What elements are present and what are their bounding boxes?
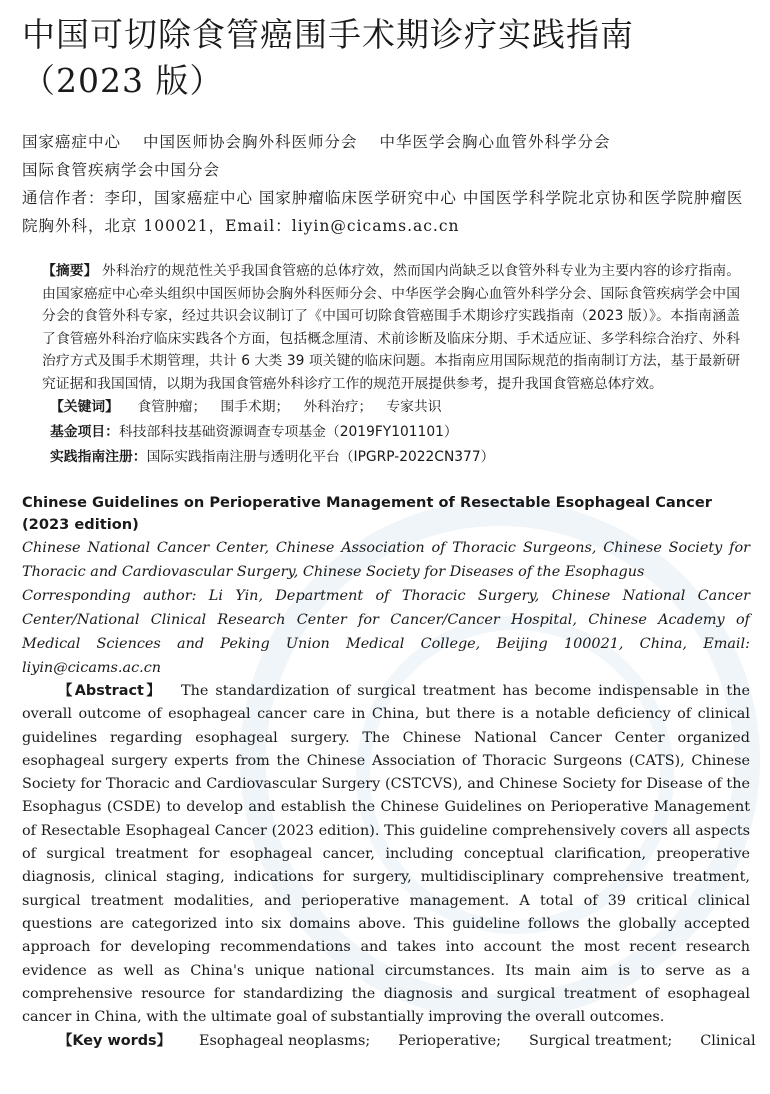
guideline-registration xyxy=(50,445,750,470)
registration-text: 国际实践指南注册与透明化平台（IPGRP-2022CN377） xyxy=(146,449,495,465)
abstract-en-label: 【Abstract】 xyxy=(58,683,164,699)
registration-label: 实践指南注册： xyxy=(50,449,147,465)
author-org-2: 中国医师协会胸外科医师分会 xyxy=(143,133,358,151)
keyword-cn-3: 外科治疗； xyxy=(303,399,373,415)
keywords-en-label: 【Key words】 xyxy=(58,1033,171,1050)
article-page xyxy=(22,0,756,1054)
keyword-en-2: Perioperative; xyxy=(398,1033,501,1050)
cn-meta-block xyxy=(22,395,750,470)
article-title-en: Chinese Guidelines on Perioperative Management of Resectable Esophageal Cancer (2023 edition) xyxy=(22,494,712,533)
keyword-cn-2: 围手术期； xyxy=(220,399,290,415)
abstract-en-text: The standardization of surgical treatment has become indispensable in the overall outcome of esophageal cancer care in China, but there is a notable deficiency of clinical guidelines regarding esophageal surgery. The Chinese National Cancer Center organized esophageal surgery experts from the Chinese Association of Thoracic Surgeons (CATS), Chinese Society for Thoracic and Cardiovascular Surgery (CSTCVS), and Chinese Society for Disease of the Esophagus (CSDE) to develop and establish the Chinese Guidelines on Perioperative Management of Resectable Esophageal Cancer (2023 edition). This guideline comprehensively covers all aspects of surgical treatment for esophageal cancer, including conceptual clarification, preoperative diagnosis, clinical staging, indications for surgery, multidisciplinary comprehensive treatment, surgical treatment modalities, and perioperative management. A total of 39 critical clinical questions are categorized into six domains above. This guideline follows the globally accepted approach for developing recommendations and takes into account the most recent research evidence as well as China's unique national circumstances. Its main aim is to serve as a comprehensive resource for standardizing the diagnosis and surgical treatment of esophageal cancer in China, with the ultimate goal of substantially improving the overall outcomes. xyxy=(22,683,750,1026)
keywords-cn-label: 【关键词】 xyxy=(50,399,119,415)
author-org-3: 中华医学会胸心血管外科学分会 xyxy=(379,133,611,151)
fund-project xyxy=(50,420,750,445)
abstract-cn-text: 外科治疗的规范性关乎我国食管癌的总体疗效，然而国内尚缺乏以食管外科专业为主要内容的诊疗指南。由国家癌症中心牵头组织中国医师协会胸外科医师分会、中华医学会胸心血管外科学分会、国际食管疾病学会中国分会的食管外科专家，经过共识会议制订了《中国可切除食管癌围手术期诊疗实践指南（2023 版）》。本指南涵盖了食管癌外科治疗临床实践各个方面，包括概念厘清、术前诊断及临床分期、手术适应证、多学科综合治疗、外科治疗方式及围手术期管理，共计 6 大类 39 项关键的临床问题。本指南应用国际规范的指南制订方法，基于最新研究证据和我国国情，以期为我国食管癌外科诊疗工作的规范开展提供参考，提升我国食管癌总体疗效。 xyxy=(42,263,741,392)
corresponding-author-en: Corresponding author: Li Yin, Department of Thoracic Surgery, Chinese National Cancer Center/National Clinical Research Center for Cancer/Cancer Hospital, Chinese Academy of Medical Sciences and Peking Union Medical College, Beijing 100021, China, Email: liyin@cicams.ac.cn xyxy=(22,588,750,676)
abstract-en xyxy=(22,680,750,1029)
keyword-cn-4: 专家共识 xyxy=(386,399,442,415)
authors-line-1 xyxy=(22,128,750,156)
fund-text: 科技部科技基础资源调查专项基金（2019FY101101） xyxy=(118,424,458,440)
abstract-cn-label: 【摘要】 xyxy=(42,263,98,279)
corresponding-author-cn: 通信作者：李印，国家癌症中心 国家肿瘤临床医学研究中心 中国医学科学院北京协和医学院肿瘤医院胸外科，北京 100021，Email：liyin@cicams.ac.cn xyxy=(22,189,744,235)
organizations-en: Chinese National Cancer Center, Chinese Association of Thoracic Surgeons, Chinese Society for Thoracic and Cardiovascular Surgery, Chinese Society for Diseases of the Esophagus xyxy=(22,540,750,580)
authors-block xyxy=(22,128,750,240)
keyword-en-1: Esophageal neoplasms; xyxy=(198,1033,371,1050)
fund-label: 基金项目： xyxy=(50,424,119,440)
keyword-en-4: Clinical xyxy=(700,1033,756,1050)
keywords-cn xyxy=(50,395,750,420)
article-title-cn: 中国可切除食管癌围手术期诊疗实践指南（2023 版） xyxy=(22,15,634,100)
authors-line-2: 国际食管疾病学会中国分会 xyxy=(22,161,221,179)
author-org-1: 国家癌症中心 xyxy=(22,133,122,151)
keywords-en xyxy=(22,1030,756,1053)
keyword-cn-1: 食管肿瘤； xyxy=(137,399,207,415)
abstract-cn xyxy=(22,260,750,395)
keyword-en-3: Surgical treatment; xyxy=(528,1033,673,1050)
